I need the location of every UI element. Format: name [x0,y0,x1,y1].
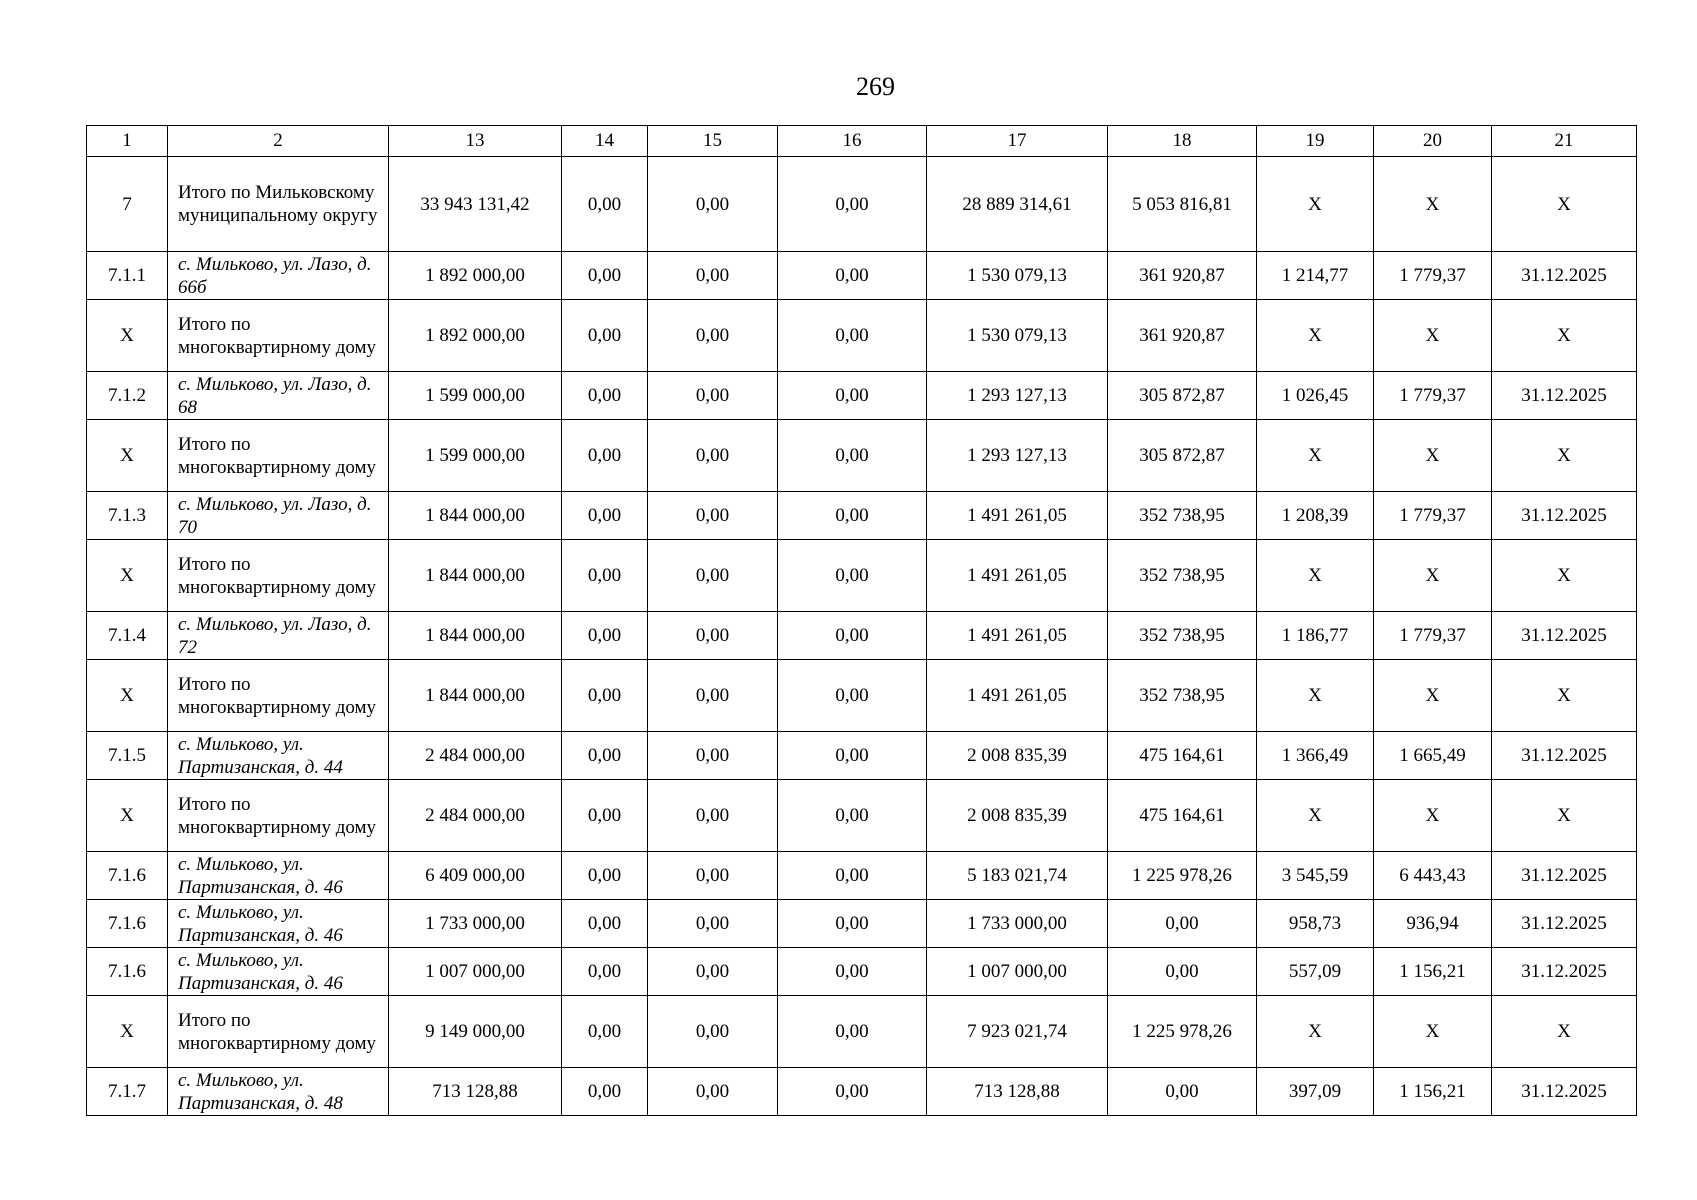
cell-col-13: 1 599 000,00 [389,372,562,420]
cell-col-19: Х [1257,780,1374,852]
table-row-building [87,732,1637,780]
cell-address: с. Мильково, ул. Партизанская, д. 46 [168,900,389,948]
cell-col-21: 31.12.2025 [1492,252,1637,300]
cell-col-21: Х [1492,996,1637,1068]
cell-col-18: 305 872,87 [1108,372,1257,420]
cell-col-18: 0,00 [1108,948,1257,996]
cell-col-16: 0,00 [778,252,927,300]
cell-col-17: 713 128,88 [927,1068,1108,1116]
cell-col-15: 0,00 [648,612,778,660]
table-row-total [87,540,1637,612]
cell-col-15: 0,00 [648,492,778,540]
cell-col-14: 0,00 [562,540,648,612]
cell-col-13: 1 844 000,00 [389,660,562,732]
cell-address: с. Мильково, ул. Партизанская, д. 46 [168,852,389,900]
cell-col-18: 352 738,95 [1108,612,1257,660]
cell-col-14: 0,00 [562,612,648,660]
cell-col-1: 7.1.2 [87,372,168,420]
cell-address: Итого по многоквартирному дому [168,660,389,732]
cell-col-20: Х [1374,996,1492,1068]
cell-col-19: 1 208,39 [1257,492,1374,540]
cell-col-20: 936,94 [1374,900,1492,948]
cell-col-17: 2 008 835,39 [927,780,1108,852]
page-number: 269 [856,72,895,101]
cell-col-13: 1 844 000,00 [389,540,562,612]
cell-col-20: Х [1374,780,1492,852]
cell-col-18: 0,00 [1108,1068,1257,1116]
cell-col-21: 31.12.2025 [1492,852,1637,900]
cell-col-14: 0,00 [562,157,648,252]
cell-col-20: 1 779,37 [1374,252,1492,300]
cell-col-16: 0,00 [778,300,927,372]
cell-col-14: 0,00 [562,780,648,852]
column-header: 1 [87,126,168,157]
cell-col-19: 1 366,49 [1257,732,1374,780]
cell-col-15: 0,00 [648,252,778,300]
cell-col-15: 0,00 [648,732,778,780]
cell-col-17: 1 293 127,13 [927,372,1108,420]
cell-col-21: Х [1492,157,1637,252]
cell-col-13: 6 409 000,00 [389,852,562,900]
table-body [87,126,1637,1116]
cell-col-17: 1 491 261,05 [927,660,1108,732]
cell-col-20: 6 443,43 [1374,852,1492,900]
cell-col-21: 31.12.2025 [1492,372,1637,420]
cell-col-13: 33 943 131,42 [389,157,562,252]
cell-col-17: 2 008 835,39 [927,732,1108,780]
cell-col-18: 361 920,87 [1108,300,1257,372]
cell-col-14: 0,00 [562,300,648,372]
data-table [86,125,1637,1116]
table-row-building [87,1068,1637,1116]
column-header: 15 [648,126,778,157]
table-row-building [87,492,1637,540]
cell-col-14: 0,00 [562,660,648,732]
table-row-building [87,948,1637,996]
cell-col-19: Х [1257,157,1374,252]
cell-col-15: 0,00 [648,372,778,420]
cell-col-16: 0,00 [778,372,927,420]
cell-col-17: 1 007 000,00 [927,948,1108,996]
cell-col-20: 1 156,21 [1374,1068,1492,1116]
cell-col-14: 0,00 [562,948,648,996]
cell-col-13: 1 599 000,00 [389,420,562,492]
cell-col-17: 1 491 261,05 [927,492,1108,540]
cell-col-14: 0,00 [562,1068,648,1116]
column-header: 14 [562,126,648,157]
cell-address: с. Мильково, ул. Лазо, д. 66б [168,252,389,300]
cell-address: с. Мильково, ул. Партизанская, д. 48 [168,1068,389,1116]
cell-col-21: Х [1492,420,1637,492]
cell-address: с. Мильково, ул. Партизанская, д. 44 [168,732,389,780]
column-header: 16 [778,126,927,157]
cell-col-15: 0,00 [648,157,778,252]
cell-col-13: 1 892 000,00 [389,252,562,300]
cell-address: Итого по Мильковскому муниципальному округу [168,157,389,252]
cell-address: Итого по многоквартирному дому [168,996,389,1068]
cell-address: Итого по многоквартирному дому [168,540,389,612]
cell-col-15: 0,00 [648,996,778,1068]
cell-col-15: 0,00 [648,300,778,372]
cell-col-15: 0,00 [648,540,778,612]
cell-col-1: 7.1.1 [87,252,168,300]
cell-col-13: 1 892 000,00 [389,300,562,372]
cell-col-19: Х [1257,300,1374,372]
cell-col-17: 28 889 314,61 [927,157,1108,252]
cell-col-21: 31.12.2025 [1492,732,1637,780]
cell-col-14: 0,00 [562,900,648,948]
cell-col-13: 1 844 000,00 [389,492,562,540]
cell-col-18: 1 225 978,26 [1108,852,1257,900]
cell-col-14: 0,00 [562,372,648,420]
cell-col-17: 1 530 079,13 [927,300,1108,372]
cell-col-14: 0,00 [562,252,648,300]
cell-col-21: 31.12.2025 [1492,900,1637,948]
cell-col-21: Х [1492,540,1637,612]
column-header: 21 [1492,126,1637,157]
cell-col-1: Х [87,660,168,732]
cell-col-18: 5 053 816,81 [1108,157,1257,252]
cell-col-1: 7.1.6 [87,852,168,900]
cell-col-14: 0,00 [562,732,648,780]
cell-col-18: 475 164,61 [1108,732,1257,780]
cell-col-16: 0,00 [778,660,927,732]
cell-col-16: 0,00 [778,996,927,1068]
cell-col-20: Х [1374,660,1492,732]
cell-col-19: 3 545,59 [1257,852,1374,900]
cell-col-15: 0,00 [648,1068,778,1116]
cell-col-19: 1 026,45 [1257,372,1374,420]
cell-col-19: Х [1257,420,1374,492]
cell-col-13: 9 149 000,00 [389,996,562,1068]
cell-col-1: 7.1.6 [87,900,168,948]
cell-col-16: 0,00 [778,157,927,252]
table-row-building [87,612,1637,660]
cell-col-17: 1 733 000,00 [927,900,1108,948]
cell-col-13: 1 007 000,00 [389,948,562,996]
cell-col-13: 713 128,88 [389,1068,562,1116]
cell-col-17: 5 183 021,74 [927,852,1108,900]
cell-col-1: 7 [87,157,168,252]
cell-col-1: 7.1.4 [87,612,168,660]
cell-col-16: 0,00 [778,948,927,996]
cell-col-21: 31.12.2025 [1492,1068,1637,1116]
cell-col-19: Х [1257,660,1374,732]
cell-col-16: 0,00 [778,492,927,540]
cell-col-21: Х [1492,660,1637,732]
cell-address: с. Мильково, ул. Лазо, д. 72 [168,612,389,660]
cell-col-17: 1 293 127,13 [927,420,1108,492]
cell-col-21: 31.12.2025 [1492,492,1637,540]
cell-col-16: 0,00 [778,540,927,612]
cell-col-15: 0,00 [648,780,778,852]
cell-col-20: 1 665,49 [1374,732,1492,780]
cell-col-19: Х [1257,540,1374,612]
cell-col-19: Х [1257,996,1374,1068]
cell-address: Итого по многоквартирному дому [168,780,389,852]
column-header: 17 [927,126,1108,157]
table-row-total [87,420,1637,492]
cell-col-18: 0,00 [1108,900,1257,948]
cell-address: с. Мильково, ул. Партизанская, д. 46 [168,948,389,996]
table-row-building [87,372,1637,420]
cell-col-20: Х [1374,420,1492,492]
cell-col-15: 0,00 [648,948,778,996]
cell-col-20: Х [1374,157,1492,252]
cell-col-19: 557,09 [1257,948,1374,996]
cell-col-18: 352 738,95 [1108,540,1257,612]
column-header: 2 [168,126,389,157]
cell-col-16: 0,00 [778,900,927,948]
cell-col-18: 352 738,95 [1108,660,1257,732]
table-row-total [87,300,1637,372]
cell-col-19: 397,09 [1257,1068,1374,1116]
cell-col-15: 0,00 [648,420,778,492]
cell-col-1: 7.1.5 [87,732,168,780]
cell-col-18: 305 872,87 [1108,420,1257,492]
cell-col-16: 0,00 [778,612,927,660]
cell-col-1: 7.1.3 [87,492,168,540]
cell-col-13: 2 484 000,00 [389,732,562,780]
column-header: 20 [1374,126,1492,157]
cell-col-21: Х [1492,780,1637,852]
cell-col-14: 0,00 [562,852,648,900]
cell-col-1: Х [87,780,168,852]
cell-col-16: 0,00 [778,780,927,852]
cell-col-21: 31.12.2025 [1492,612,1637,660]
cell-col-16: 0,00 [778,732,927,780]
table-row-building [87,252,1637,300]
cell-col-17: 1 491 261,05 [927,612,1108,660]
cell-col-15: 0,00 [648,660,778,732]
cell-col-1: 7.1.6 [87,948,168,996]
table-row-total [87,780,1637,852]
cell-col-20: 1 156,21 [1374,948,1492,996]
cell-address: Итого по многоквартирному дому [168,300,389,372]
cell-col-16: 0,00 [778,852,927,900]
column-number-row [87,126,1637,157]
column-header: 18 [1108,126,1257,157]
cell-address: Итого по многоквартирному дому [168,420,389,492]
table-row-building [87,852,1637,900]
cell-col-19: 1 186,77 [1257,612,1374,660]
cell-col-15: 0,00 [648,852,778,900]
table-row-total [87,660,1637,732]
column-header: 13 [389,126,562,157]
cell-col-19: 1 214,77 [1257,252,1374,300]
cell-col-20: Х [1374,540,1492,612]
cell-col-20: Х [1374,300,1492,372]
cell-col-1: Х [87,996,168,1068]
cell-col-21: Х [1492,300,1637,372]
cell-col-14: 0,00 [562,996,648,1068]
table-row-total [87,157,1637,252]
cell-col-13: 1 844 000,00 [389,612,562,660]
cell-col-13: 2 484 000,00 [389,780,562,852]
cell-col-16: 0,00 [778,1068,927,1116]
cell-col-17: 1 530 079,13 [927,252,1108,300]
cell-col-14: 0,00 [562,420,648,492]
cell-address: с. Мильково, ул. Лазо, д. 68 [168,372,389,420]
cell-col-1: Х [87,420,168,492]
cell-col-1: Х [87,300,168,372]
cell-col-17: 7 923 021,74 [927,996,1108,1068]
cell-col-17: 1 491 261,05 [927,540,1108,612]
table-row-total [87,996,1637,1068]
cell-address: с. Мильково, ул. Лазо, д. 70 [168,492,389,540]
cell-col-14: 0,00 [562,492,648,540]
cell-col-18: 361 920,87 [1108,252,1257,300]
cell-col-16: 0,00 [778,420,927,492]
cell-col-18: 352 738,95 [1108,492,1257,540]
column-header: 19 [1257,126,1374,157]
cell-col-20: 1 779,37 [1374,492,1492,540]
table-row-building [87,900,1637,948]
cell-col-1: Х [87,540,168,612]
cell-col-20: 1 779,37 [1374,372,1492,420]
cell-col-15: 0,00 [648,900,778,948]
cell-col-21: 31.12.2025 [1492,948,1637,996]
cell-col-20: 1 779,37 [1374,612,1492,660]
cell-col-18: 1 225 978,26 [1108,996,1257,1068]
cell-col-13: 1 733 000,00 [389,900,562,948]
cell-col-1: 7.1.7 [87,1068,168,1116]
cell-col-19: 958,73 [1257,900,1374,948]
cell-col-18: 475 164,61 [1108,780,1257,852]
